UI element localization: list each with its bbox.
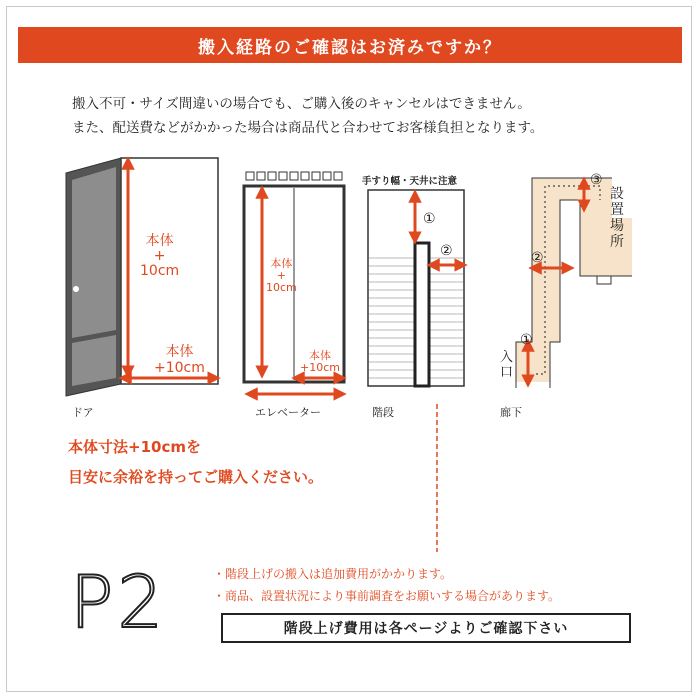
- corridor-marker-3: ③: [590, 172, 603, 188]
- corridor-destination-label: [610, 186, 624, 250]
- corridor-entrance-label: [500, 350, 513, 380]
- banner-title: 搬入経路のご確認はお済みですか？: [198, 37, 502, 58]
- size-advice: [68, 432, 323, 492]
- elevator-vertical-note-line: 本体: [270, 257, 293, 270]
- door-horizontal-note: [154, 344, 205, 376]
- elevator-vertical-note: [266, 258, 297, 294]
- stair-fee-notice-text: 階段上げ費用は各ページよりご確認下さい: [283, 621, 569, 637]
- elevator-label: エレベーター: [255, 406, 321, 419]
- note-item: ・階段上げの搬入は追加費用がかかります。: [213, 567, 453, 581]
- corridor-entrance-char: 入: [500, 350, 514, 365]
- elevator-vertical-note-line: 10cm: [266, 281, 297, 294]
- note-item: ・商品、設置状況により事前調査をお願いする場合があります。: [213, 589, 561, 603]
- corridor-destination-char: 所: [610, 234, 624, 250]
- stair-fee-notice-box: [221, 613, 631, 643]
- door-horizontal-note-line: 本体: [165, 344, 194, 360]
- corridor-label: 廊下: [500, 406, 522, 419]
- stairs-marker-2: ②: [440, 243, 453, 259]
- corridor-marker-2: ②: [531, 250, 544, 266]
- intro-line-2: また、配送費などがかかった場合は商品代と合わせてお客様負担となります。: [72, 120, 544, 136]
- door-vertical-note-line: +: [153, 248, 166, 264]
- door-vertical-note-line: 本体: [145, 233, 174, 249]
- elevator-indicator-lights: [246, 172, 342, 180]
- corridor-marker-1: ①: [520, 332, 533, 348]
- corridor-destination-char: 置: [610, 202, 624, 218]
- intro-line-1: 搬入不可・サイズ間違いの場合でも、ご購入後のキャンセルはできません。: [72, 96, 531, 112]
- door-vertical-note-line: 10cm: [140, 263, 180, 279]
- door-label: ドア: [72, 406, 94, 419]
- corridor-entrance-char: 口: [500, 365, 514, 380]
- stairs-marker-1: ①: [423, 211, 436, 227]
- stairs-top-note: 手すり幅・天井に注意: [362, 176, 458, 187]
- corridor-destination-char: 場: [610, 218, 624, 234]
- elevator-horizontal-note-line: +10cm: [300, 361, 340, 374]
- size-advice-line-1: 本体寸法+10cmを: [68, 438, 201, 456]
- door-knob-icon: [73, 286, 79, 292]
- elevator-vertical-note-line: +: [276, 269, 286, 282]
- page-mark: P2: [70, 560, 168, 644]
- door-horizontal-note-line: +10cm: [154, 360, 205, 376]
- stairs-label: 階段: [372, 406, 394, 419]
- corridor-destination-char: 設: [610, 186, 624, 202]
- notes-list: [213, 563, 560, 607]
- elevator-horizontal-note-line: 本体: [308, 349, 331, 362]
- door-vertical-note: [140, 234, 179, 279]
- size-advice-line-2: 目安に余裕を持ってご購入ください。: [68, 468, 324, 486]
- elevator-horizontal-note: [300, 350, 340, 374]
